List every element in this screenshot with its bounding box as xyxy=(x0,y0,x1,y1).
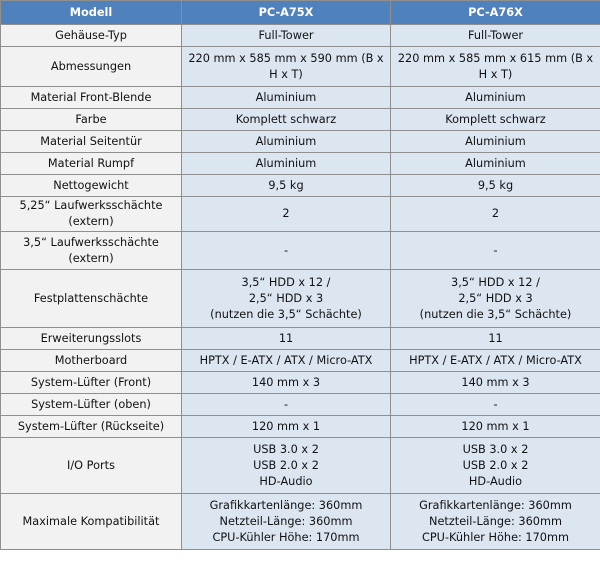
cell-line: - xyxy=(283,397,289,411)
cell-line: - xyxy=(493,243,498,257)
cell-line: Komplett schwarz xyxy=(235,112,337,126)
cell-line: 2 xyxy=(491,207,500,220)
cell-line: HD-Audio xyxy=(259,474,313,488)
table-row xyxy=(1,109,600,131)
row-label: Nettogewicht xyxy=(1,175,182,197)
row-label: Material Rumpf xyxy=(1,153,182,175)
value-cell-pc-a75x xyxy=(182,416,391,438)
table-row xyxy=(1,394,600,416)
value-cell-pc-a75x xyxy=(182,197,391,232)
cell-line: 2,5“ HDD x 3 xyxy=(458,291,533,305)
cell-line: USB 2.0 x 2 xyxy=(253,458,319,472)
row-label: 3,5“ Laufwerksschächte (extern) xyxy=(1,232,182,270)
table-row xyxy=(1,328,600,350)
cell-line: 120 mm x 1 xyxy=(251,419,321,433)
cell-line: USB 3.0 x 2 xyxy=(253,442,319,456)
table-row xyxy=(1,87,600,109)
row-label: Motherboard xyxy=(1,350,182,372)
value-cell-pc-a76x xyxy=(391,394,600,416)
cell-line: USB 3.0 x 2 xyxy=(462,442,529,456)
row-label: Abmessungen xyxy=(1,47,182,87)
table-row xyxy=(1,416,600,438)
value-cell-pc-a76x xyxy=(391,350,600,372)
table-row xyxy=(1,232,600,270)
cell-line: - xyxy=(493,397,498,411)
cell-line: 140 mm x 3 xyxy=(251,375,321,389)
cell-line: Aluminium xyxy=(465,156,526,170)
row-label: Farbe xyxy=(1,109,182,131)
cell-line: HD-Audio xyxy=(468,474,523,488)
value-cell-pc-a76x xyxy=(391,87,600,109)
value-cell-pc-a76x xyxy=(391,270,600,328)
cell-line: Grafikkartenlänge: 360mm xyxy=(209,498,363,512)
cell-line: Aluminium xyxy=(255,134,317,148)
cell-line: 2,5“ HDD x 3 xyxy=(248,291,324,305)
cell-line: 2 xyxy=(282,207,290,220)
table-row xyxy=(1,175,600,197)
row-label: Erweiterungsslots xyxy=(1,328,182,350)
cell-line: Grafikkartenlänge: 360mm xyxy=(419,498,572,512)
cell-line: Netzteil-Länge: 360mm xyxy=(429,514,562,528)
table-row xyxy=(1,47,600,87)
header-model-pc-a75x: PC-A75X xyxy=(182,1,391,25)
table-row xyxy=(1,131,600,153)
cell-line: (nutzen die 3,5“ Schächte) xyxy=(419,307,572,321)
value-cell-pc-a75x xyxy=(182,232,391,270)
table-row xyxy=(1,438,600,494)
cell-line: 11 xyxy=(488,331,503,345)
value-cell-pc-a76x xyxy=(391,416,600,438)
table-row xyxy=(1,350,600,372)
cell-line: CPU-Kühler Höhe: 170mm xyxy=(212,530,360,544)
value-cell-pc-a76x xyxy=(391,25,600,47)
cell-line: Netzteil-Länge: 360mm xyxy=(219,514,353,528)
value-cell-pc-a75x xyxy=(182,438,391,494)
value-cell-pc-a75x xyxy=(182,494,391,550)
table-row xyxy=(1,494,600,550)
cell-line: (nutzen die 3,5“ Schächte) xyxy=(210,307,362,321)
value-cell-pc-a75x xyxy=(182,87,391,109)
value-cell-pc-a76x xyxy=(391,438,600,494)
value-cell-pc-a76x xyxy=(391,494,600,550)
cell-line: HPTX / E-ATX / ATX / Micro-ATX xyxy=(409,353,582,367)
value-cell-pc-a76x xyxy=(391,153,600,175)
cell-line: 140 mm x 3 xyxy=(461,375,530,389)
cell-line: Full-Tower xyxy=(467,28,524,42)
value-cell-pc-a75x xyxy=(182,394,391,416)
cell-line: USB 2.0 x 2 xyxy=(462,458,529,472)
row-label: Festplattenschächte xyxy=(1,270,182,328)
cell-line: 3,5“ HDD x 12 / xyxy=(241,275,331,289)
value-cell-pc-a75x xyxy=(182,47,391,87)
header-modell: Modell xyxy=(1,1,182,25)
value-cell-pc-a76x xyxy=(391,47,600,87)
cell-line: Aluminium xyxy=(255,156,317,170)
cell-line: Aluminium xyxy=(465,134,526,148)
table-row xyxy=(1,197,600,232)
spec-body xyxy=(1,25,600,550)
table-row xyxy=(1,25,600,47)
row-label: Material Seitentür xyxy=(1,131,182,153)
cell-line: 9,5 kg xyxy=(477,178,514,192)
row-label: System-Lüfter (Front) xyxy=(1,372,182,394)
cell-line: CPU-Kühler Höhe: 170mm xyxy=(421,530,570,544)
row-label: System-Lüfter (Rückseite) xyxy=(1,416,182,438)
cell-line: Aluminium xyxy=(465,90,526,104)
value-cell-pc-a75x xyxy=(182,109,391,131)
row-label: Material Front-Blende xyxy=(1,87,182,109)
cell-line: Aluminium xyxy=(255,90,317,104)
header-row xyxy=(1,1,600,25)
value-cell-pc-a76x xyxy=(391,131,600,153)
cell-line: 120 mm x 1 xyxy=(461,419,530,433)
value-cell-pc-a75x xyxy=(182,131,391,153)
cell-line: Komplett schwarz xyxy=(445,112,546,126)
cell-line: - xyxy=(283,243,289,257)
row-label: Maximale Kompatibilität xyxy=(1,494,182,550)
header-model-pc-a76x: PC-A76X xyxy=(391,1,600,25)
value-cell-pc-a75x xyxy=(182,25,391,47)
value-cell-pc-a76x xyxy=(391,328,600,350)
value-cell-pc-a75x xyxy=(182,153,391,175)
table-row xyxy=(1,372,600,394)
value-cell-pc-a76x xyxy=(391,232,600,270)
value-cell-pc-a76x xyxy=(391,197,600,232)
table-row xyxy=(1,270,600,328)
cell-line: 220 mm x 585 mm x 590 mm (B x H x T) xyxy=(188,51,384,81)
cell-line: Full-Tower xyxy=(258,28,314,42)
value-cell-pc-a76x xyxy=(391,372,600,394)
row-label: 5,25“ Laufwerksschächte (extern) xyxy=(1,197,182,232)
value-cell-pc-a75x xyxy=(182,350,391,372)
cell-line: 9,5 kg xyxy=(268,178,304,192)
value-cell-pc-a75x xyxy=(182,175,391,197)
row-label: Gehäuse-Typ xyxy=(1,25,182,47)
value-cell-pc-a76x xyxy=(391,175,600,197)
cell-line: 11 xyxy=(278,331,294,345)
cell-line: HPTX / E-ATX / ATX / Micro-ATX xyxy=(199,353,373,367)
cell-line: 3,5“ HDD x 12 / xyxy=(451,275,540,289)
table-row xyxy=(1,153,600,175)
value-cell-pc-a75x xyxy=(182,372,391,394)
row-label: I/O Ports xyxy=(1,438,182,494)
value-cell-pc-a75x xyxy=(182,328,391,350)
cell-line: 220 mm x 585 mm x 615 mm (B x H x T) xyxy=(397,51,594,81)
row-label: System-Lüfter (oben) xyxy=(1,394,182,416)
value-cell-pc-a76x xyxy=(391,109,600,131)
value-cell-pc-a75x xyxy=(182,270,391,328)
